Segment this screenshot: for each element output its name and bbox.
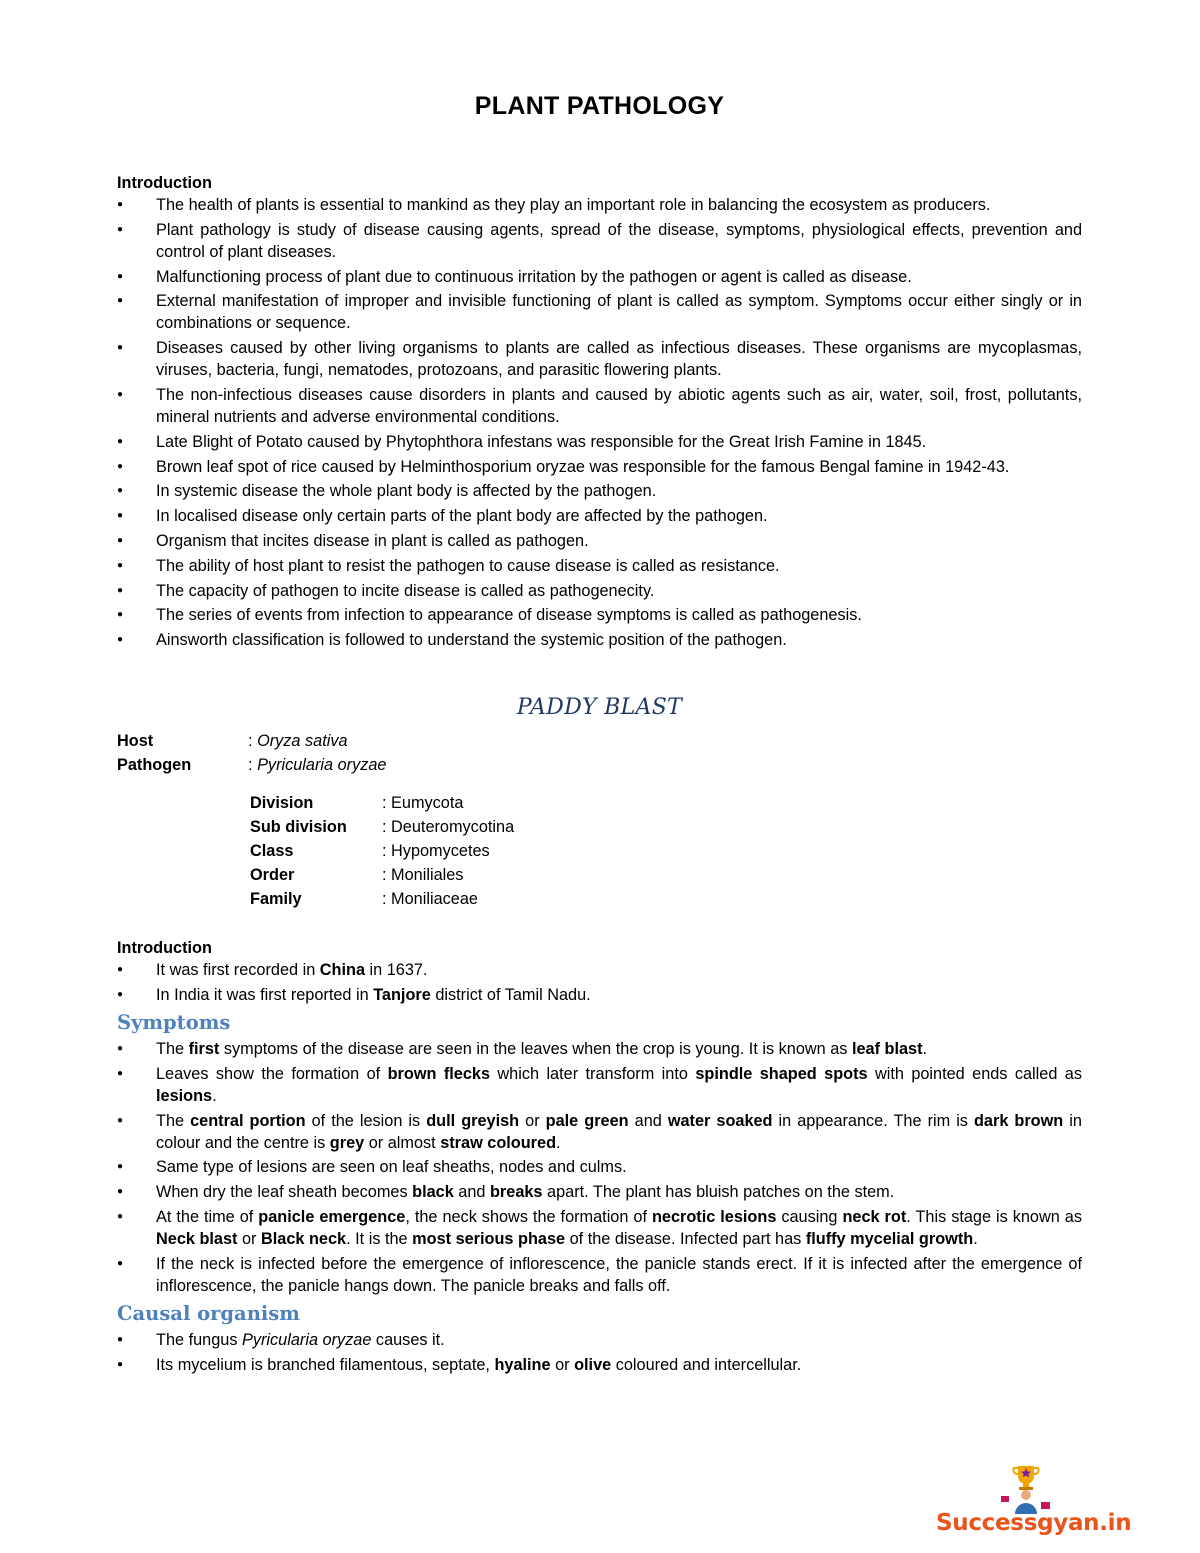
bold-term: dark brown: [973, 1111, 1064, 1130]
list-item: ● In systemic disease the whole plant body is affected by the pathogen.: [117, 480, 1082, 502]
species-name: Pyricularia oryzae: [257, 756, 387, 775]
bold-term: dull greyish: [426, 1111, 520, 1130]
taxonomy-table: [250, 791, 514, 911]
list-item: ● When dry the leaf sheath becomes black and breaks apart. The plant has bluish patches on the stem.: [117, 1181, 1082, 1203]
pathogen-label: Pathogen: [117, 756, 192, 775]
bold-term: lesions: [156, 1086, 213, 1105]
taxonomy-row: [250, 863, 514, 887]
taxonomy-value: : Eumycota: [382, 794, 464, 813]
list-item: ● External manifestation of improper and invisible functioning of plant is called as symptom. Symptoms occur either singly or in combinations or sequence.: [117, 290, 1082, 334]
list-item: ● Malfunctioning process of plant due to continuous irritation by the pathogen or agent is called as disease.: [117, 266, 1082, 288]
list-item: ● Its mycelium is branched filamentous, septate, hyaline or olive coloured and intercellular.: [117, 1354, 1082, 1376]
pathogen-row: [117, 753, 386, 777]
pathogen-value: [248, 753, 386, 777]
trophy-student-icon: [996, 1462, 1056, 1514]
taxonomy-value: : Moniliales: [382, 866, 464, 885]
bold-term: central portion: [190, 1111, 306, 1130]
crop-intro-heading: Introduction: [117, 939, 212, 958]
taxonomy-value: : Hypomycetes: [382, 842, 490, 861]
bold-term: neck rot: [842, 1207, 907, 1226]
list-item: ● It was first recorded in China in 1637.: [117, 959, 1082, 981]
intro-heading: Introduction: [117, 174, 212, 192]
bold-term: leaf blast: [851, 1039, 923, 1058]
bold-term: China: [319, 961, 366, 980]
causal-organism-heading: Causal organism: [117, 1301, 300, 1325]
list-item: ● The health of plants is essential to mankind as they play an important role in balancing the ecosystem as producers.: [117, 194, 1082, 216]
crop-intro-list: [117, 959, 1082, 1006]
taxonomy-rank: Class: [250, 842, 294, 861]
document-page: [117, 90, 1082, 1378]
list-item: ● The capacity of pathogen to incite disease is called as pathogenecity.: [117, 580, 1082, 602]
list-item: ● The fungus Pyricularia oryzae causes it.: [117, 1329, 1082, 1351]
list-item: ● The series of events from infection to appearance of disease symptoms is called as pathogenesis.: [117, 604, 1082, 626]
bold-term: black: [412, 1183, 454, 1202]
species-name: Oryza sativa: [257, 732, 348, 751]
bold-term: panicle emergence: [258, 1207, 406, 1226]
list-item: ● The non-infectious diseases cause disorders in plants and caused by abiotic agents such as air, water, soil, frost, pollutants, mineral nutrients and adverse environmental conditions.: [117, 384, 1082, 428]
bold-term: breaks: [489, 1183, 543, 1202]
bold-term: grey: [329, 1133, 365, 1152]
list-item: ● Plant pathology is study of disease causing agents, spread of the disease, symptoms, physiological effects, prevention and control of plant diseases.: [117, 219, 1082, 263]
list-item: ● Late Blight of Potato caused by Phytophthora infestans was responsible for the Great Irish Famine in 1845.: [117, 431, 1082, 453]
host-row: [117, 729, 386, 753]
list-item: ● Diseases caused by other living organisms to plants are called as infectious diseases. These organisms are mycoplasmas, viruses, bacteria, fungi, nematodes, protozoans, and parasitic flowering plants.: [117, 337, 1082, 381]
list-item: ● At the time of panicle emergence, the neck shows the formation of necrotic lesions causing neck rot. This stage is known as Neck blast or Black neck. It is the most serious phase of the disease. Infected part has fluffy mycelial growth.: [117, 1206, 1082, 1250]
taxonomy-row: [250, 887, 514, 911]
bold-term: olive: [574, 1355, 612, 1374]
bold-term: most serious phase: [412, 1229, 566, 1248]
intro-list: [117, 194, 1082, 651]
bold-term: fluffy mycelial growth: [805, 1229, 974, 1248]
list-item: ● The central portion of the lesion is dull greyish or pale green and water soaked in appearance. The rim is dark brown in colour and the centre is grey or almost straw coloured.: [117, 1110, 1082, 1154]
bold-term: spindle shaped spots: [695, 1064, 868, 1083]
symptoms-heading: Symptoms: [117, 1010, 231, 1034]
bold-term: first: [188, 1039, 220, 1058]
bold-term: hyaline: [494, 1355, 551, 1374]
taxonomy-rank: Family: [250, 890, 302, 909]
host-pathogen-table: [117, 729, 386, 777]
site-logo: [936, 1462, 1132, 1542]
list-item: ● In localised disease only certain parts of the plant body are affected by the pathogen.: [117, 505, 1082, 527]
bold-term: pale green: [545, 1111, 629, 1130]
bold-term: water soaked: [667, 1111, 773, 1130]
host-value: [248, 729, 386, 753]
taxonomy-row: [250, 791, 514, 815]
bold-term: brown flecks: [387, 1064, 491, 1083]
taxonomy-value: : Deuteromycotina: [382, 818, 515, 837]
italic-term: Pyricularia oryzae: [242, 1330, 372, 1349]
bold-term: Black neck: [260, 1229, 347, 1248]
pathogen-value-text: : Pyricularia oryzae: [248, 756, 387, 775]
taxonomy-value: : Moniliaceae: [382, 890, 478, 909]
taxonomy-row: [250, 839, 514, 863]
bold-term: Neck blast: [156, 1229, 238, 1248]
host-value-text: : Oryza sativa: [248, 732, 348, 751]
bold-term: Tanjore: [373, 985, 431, 1004]
taxonomy-rank: Sub division: [250, 818, 347, 837]
list-item: ● In India it was first reported in Tanjore district of Tamil Nadu.: [117, 984, 1082, 1006]
taxonomy-rank: Order: [250, 866, 295, 885]
symptoms-list: [117, 1038, 1082, 1297]
list-item: ● Brown leaf spot of rice caused by Helminthosporium oryzae was responsible for the famous Bengal famine in 1942-43.: [117, 456, 1082, 478]
bold-term: straw coloured: [440, 1133, 557, 1152]
taxonomy-rank: Division: [250, 794, 314, 813]
list-item: ● If the neck is infected before the emergence of inflorescence, the panicle stands erect. If it is infected after the emergence of inflorescence, the panicle hangs down. The panicle breaks and falls off.: [117, 1253, 1082, 1297]
logo-text: Successgyan.in: [936, 1510, 1132, 1536]
host-label: Host: [117, 732, 154, 751]
taxonomy-row: [250, 815, 514, 839]
list-item: ● Leaves show the formation of brown flecks which later transform into spindle shaped spots with pointed ends called as lesions.: [117, 1063, 1082, 1107]
list-item: ● The first symptoms of the disease are seen in the leaves when the crop is young. It is known as leaf blast.: [117, 1038, 1082, 1060]
list-item: ● Same type of lesions are seen on leaf sheaths, nodes and culms.: [117, 1156, 1082, 1178]
list-item: ● The ability of host plant to resist the pathogen to cause disease is called as resistance.: [117, 555, 1082, 577]
causal-list: [117, 1329, 1082, 1376]
bold-term: necrotic lesions: [651, 1207, 777, 1226]
crop-title: PADDY BLAST: [516, 695, 683, 721]
list-item: ● Ainsworth classification is followed to understand the systemic position of the pathogen.: [117, 629, 1082, 651]
page-title: PLANT PATHOLOGY: [474, 92, 725, 120]
list-item: ● Organism that incites disease in plant is called as pathogen.: [117, 530, 1082, 552]
